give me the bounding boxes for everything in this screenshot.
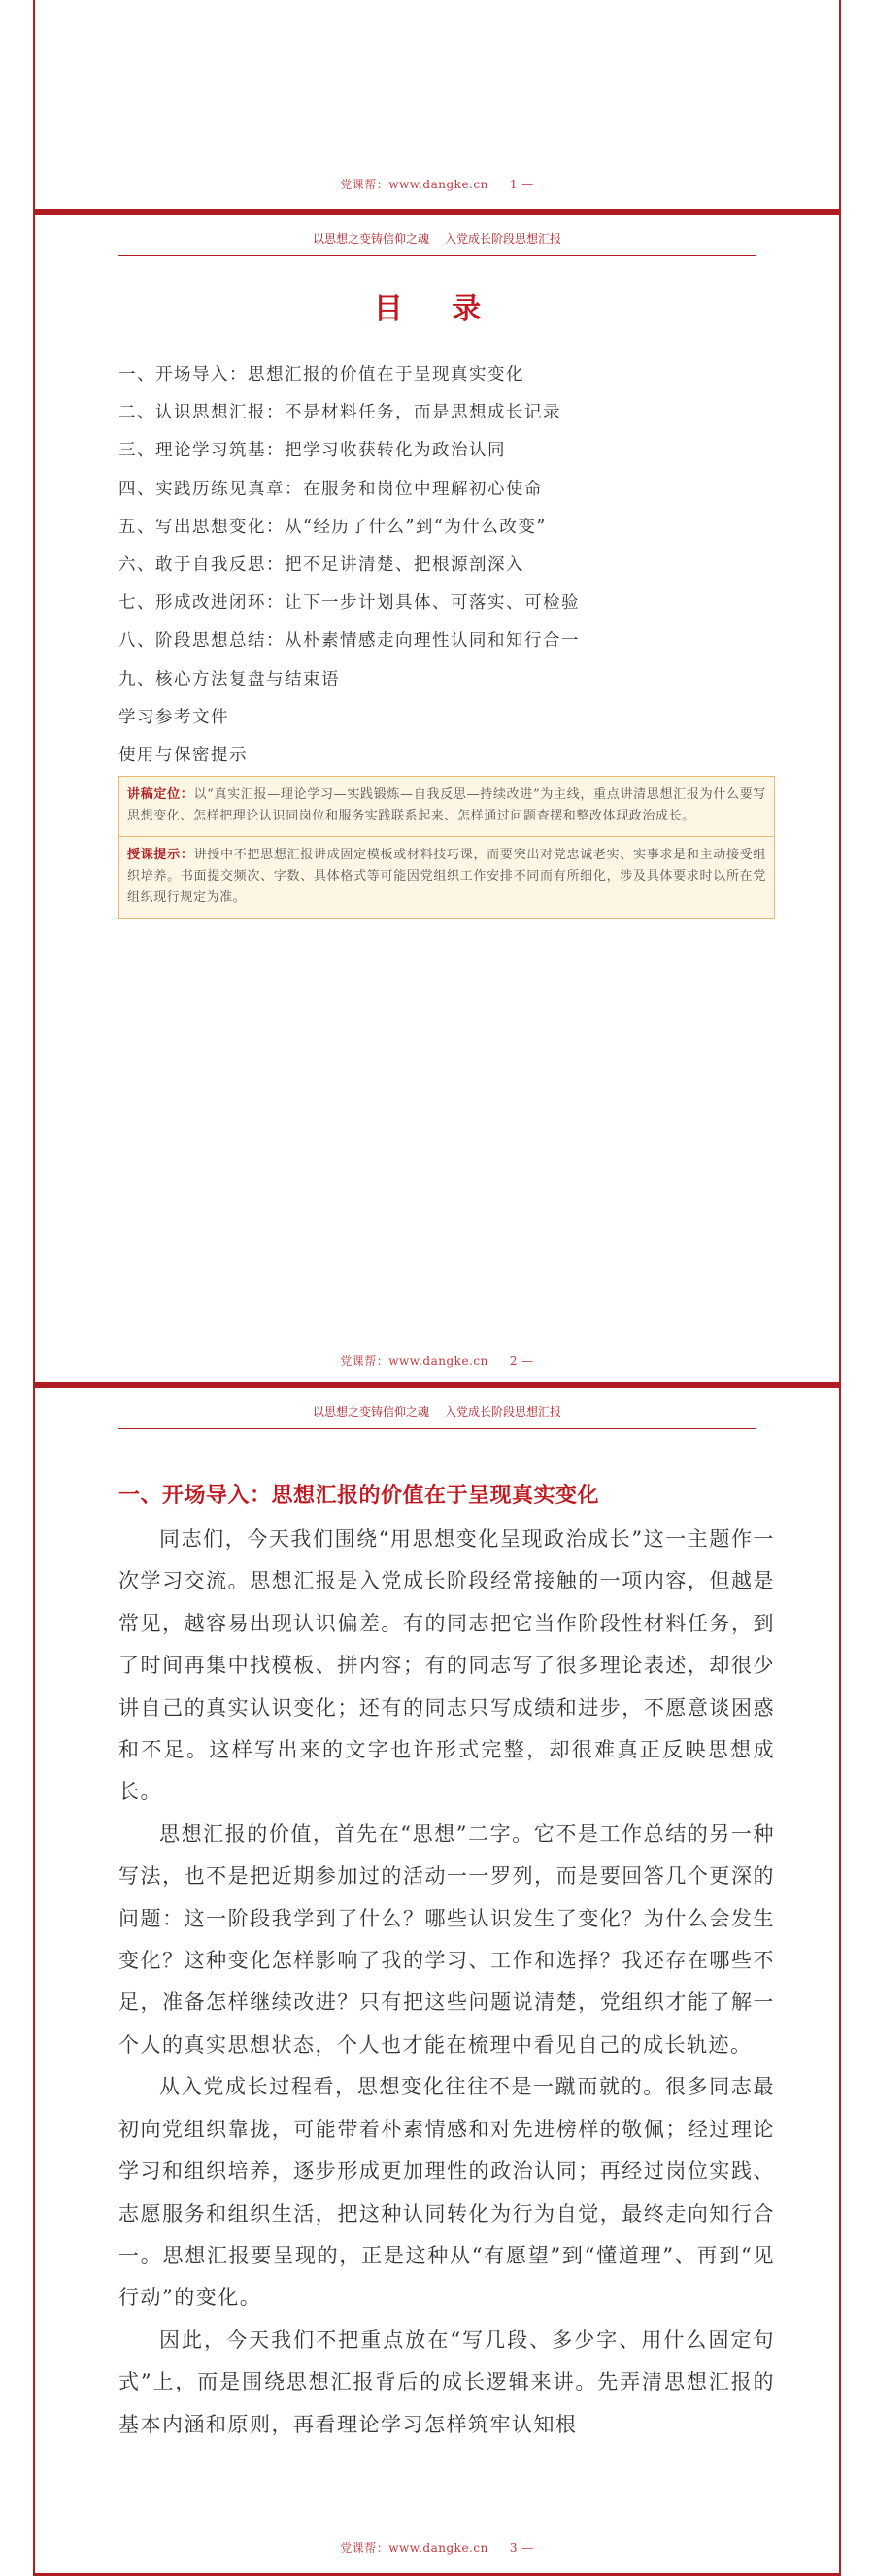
positioning-text: 以“真实汇报—理论学习—实践锻炼—自我反思—持续改进”为主线，重点讲清思想汇报为什么要写思想变化、怎样把理论认识同岗位和服务实践联系起来、怎样通过问题查摆和整改体现政治成长。 [127,787,766,823]
paragraph: 因此，今天我们不把重点放在“写几段、多少字、用什么固定句式”上，而是围绕思想汇报背后的成长逻辑来讲。先弄清思想汇报的基本内涵和原则，再看理论学习怎样筑牢认知根 [118,2327,775,2436]
header-right: 入党成长阶段思想汇报 [445,232,562,246]
page-header [35,1403,839,1420]
positioning-label: 讲稿定位： [127,787,194,802]
toc-item[interactable]: 学习参考文件 [118,707,229,727]
toc-item[interactable]: 八、阶段思想总结：从朴素情感走向理性认同和知行合一 [118,631,580,652]
paragraph: 同志们，今天我们围绕“用思想变化呈现政治成长”这一主题作一次学习交流。思想汇报是入党成长阶段经常接触的一项内容，但越是常见，越容易出现认识偏差。有的同志把它当作阶段性材料任务，到了时间再集中找模板、拼内容；有的同志写了很多理论表述，却很少讲自己的真实认识变化；还有的同志只写成绩和进步，不愿意谈困惑和不足。这样写出来的文字也许形式完整，却很难真正反映思想成长。 [118,1527,775,1804]
footer-page-number: 1 — [509,178,534,191]
page-3 [33,1385,841,2576]
footer-page-number: 3 — [509,2541,534,2555]
toc-item[interactable]: 使用与保密提示 [118,746,248,766]
footer-site: 党课帮：www.dangke.cn [340,2541,488,2555]
header-right: 入党成长阶段思想汇报 [445,1405,562,1419]
teaching-tips-note [119,836,774,918]
page-footer [35,176,839,192]
toc-item[interactable]: 五、写出思想变化：从“经历了什么”到“为什么改变” [118,517,547,537]
footer-site: 党课帮：www.dangke.cn [340,178,488,191]
toc-item[interactable]: 一、开场导入：思想汇报的价值在于呈现真实变化 [118,365,524,385]
positioning-note [119,777,774,836]
page-header [35,230,839,247]
footer-site: 党课帮：www.dangke.cn [340,1355,488,1368]
header-rule [118,255,756,256]
tips-label: 授课提示： [127,848,194,862]
toc-item[interactable]: 七、形成改进闭环：让下一步计划具体、可落实、可检验 [118,593,580,614]
page-2 [33,212,841,1385]
section-body [118,1519,775,2446]
paragraph: 从入党成长过程看，思想变化往往不是一蹴而就的。很多同志最初向党组织靠拢，可能带着朴素情感和对先进榜样的敬佩；经过理论学习和组织培养，逐步形成更加理性的政治认同；再经过岗位实践、志愿服务和组织生活，把这种认同转化为行为自觉，最终走向知行合一。思想汇报要呈现的，正是这种从“有愿望”到“懂道理”、再到“见行动”的变化。 [118,2075,775,2310]
tips-text: 讲授中不把思想汇报讲成固定模板或材料技巧课，而要突出对党忠诚老实、实事求是和主动接受组织培养。书面提交频次、字数、具体格式等可能因党组织工作安排不同而有所细化，涉及具体要求时以所在党组织现行规定为准。 [127,848,766,905]
toc-list [118,356,580,775]
toc-item[interactable]: 三、理论学习筑基：把学习收获转化为政治认同 [118,441,506,461]
header-left: 以思想之变铸信仰之魂 [312,1405,429,1419]
header-left: 以思想之变铸信仰之魂 [312,232,429,246]
paragraph: 思想汇报的价值，首先在“思想”二字。它不是工作总结的另一种写法，也不是把近期参加过的活动一一罗列，而是要回答几个更深的问题：这一阶段我学到了什么？哪些认识发生了变化？为什么会发生变化？这种变化怎样影响了我的学习、工作和选择？我还存在哪些不足，准备怎样继续改进？只有把这些问题说清楚，党组织才能了解一个人的真实思想状态，个人也才能在梳理中看见自己的成长轨迹。 [118,1822,775,2057]
toc-item[interactable]: 四、实践历练见真章：在服务和岗位中理解初心使命 [118,479,543,499]
notes-box [118,776,775,919]
toc-title: 目 录 [373,292,501,326]
page-footer [35,1353,839,1369]
footer-page-number: 2 — [509,1355,534,1368]
page-1 [33,0,841,212]
toc-item[interactable]: 六、敢于自我反思：把不足讲清楚、把根源剖深入 [118,555,524,576]
header-rule [118,1428,756,1429]
toc-item[interactable]: 九、核心方法复盘与结束语 [118,669,340,689]
section-title: 一、开场导入：思想汇报的价值在于呈现真实变化 [118,1483,600,1508]
toc-item[interactable]: 二、认识思想汇报：不是材料任务，而是思想成长记录 [118,403,561,423]
page-footer [35,2539,839,2556]
